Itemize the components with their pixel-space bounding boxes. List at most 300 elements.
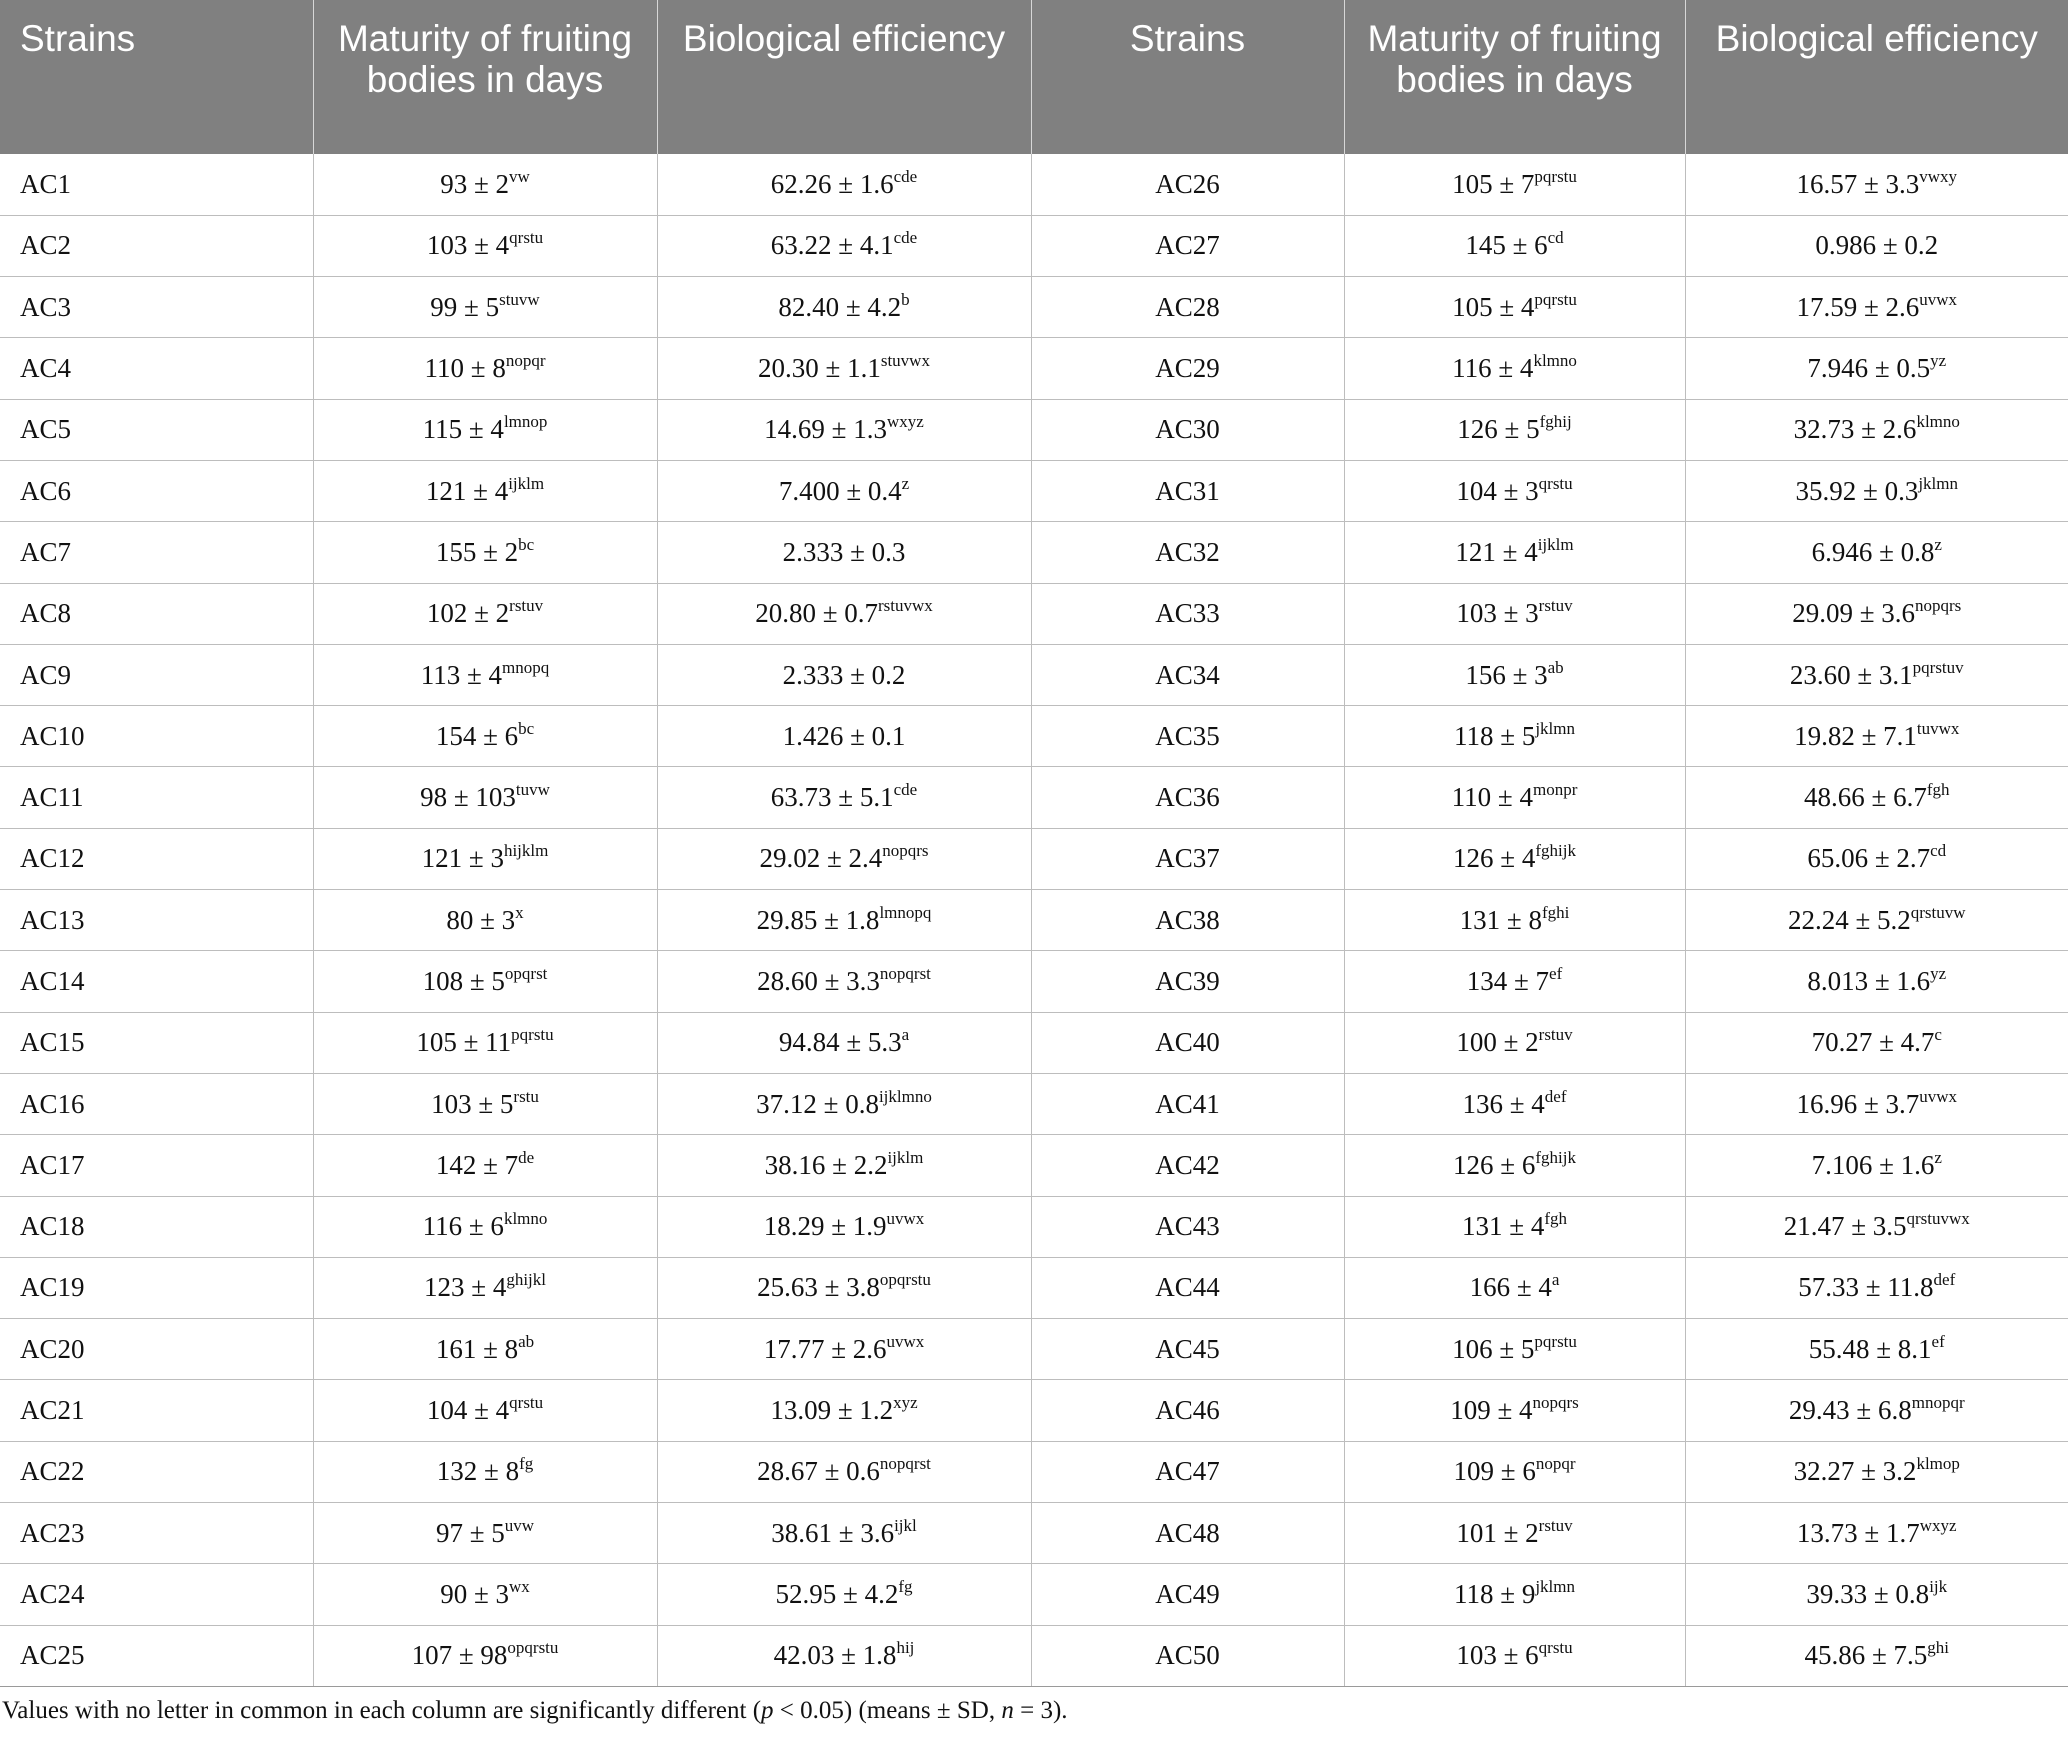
cell-value: 110 ± 8 — [424, 353, 506, 384]
significance-letters: fghij — [1539, 412, 1572, 432]
cell-value: 18.29 ± 1.9 — [763, 1211, 887, 1242]
strain-cell — [1031, 460, 1344, 521]
significance-letters: fgh — [1926, 780, 1950, 800]
strain-cell — [1031, 1319, 1344, 1380]
cell-value: AC26 — [1155, 168, 1220, 199]
table-row — [0, 1564, 2068, 1625]
cell-value: 29.02 ± 2.4 — [759, 843, 883, 874]
maturity-cell — [1344, 583, 1685, 644]
efficiency-cell — [657, 1625, 1031, 1686]
efficiency-cell — [1685, 1441, 2068, 1502]
cell-value: AC2 — [20, 230, 72, 261]
cell-value: 98 ± 103 — [420, 782, 516, 813]
maturity-cell — [1344, 1503, 1685, 1564]
significance-letters: def — [1933, 1270, 1956, 1290]
significance-letters: wx — [509, 1576, 530, 1596]
significance-letters: ijklm — [887, 1147, 924, 1167]
efficiency-cell — [657, 644, 1031, 705]
efficiency-cell — [657, 1564, 1031, 1625]
significance-letters: fg — [519, 1454, 534, 1474]
cell-value: 116 ± 6 — [422, 1211, 504, 1242]
efficiency-cell — [1685, 1319, 2068, 1380]
significance-letters: rstu — [513, 1086, 539, 1106]
efficiency-cell — [657, 399, 1031, 460]
efficiency-cell — [1685, 706, 2068, 767]
table-row — [0, 522, 2068, 583]
cell-value: 80 ± 3 — [446, 904, 516, 935]
maturity-cell — [1344, 522, 1685, 583]
maturity-cell — [313, 890, 657, 951]
cell-value: 107 ± 98 — [411, 1640, 508, 1671]
strain-cell — [0, 644, 313, 705]
cell-value: 105 ± 11 — [416, 1027, 512, 1058]
table-row — [0, 1257, 2068, 1318]
cell-value: AC48 — [1155, 1517, 1220, 1548]
strain-cell — [1031, 706, 1344, 767]
significance-letters: qrstu — [509, 228, 544, 248]
cell-value: 142 ± 7 — [435, 1149, 519, 1180]
efficiency-cell — [657, 1380, 1031, 1441]
cell-value: 154 ± 6 — [435, 720, 519, 751]
significance-letters: qrstu — [1538, 1638, 1573, 1658]
significance-letters: jklmn — [1535, 1576, 1575, 1596]
cell-value: AC44 — [1155, 1272, 1220, 1303]
table-row — [0, 644, 2068, 705]
header-row — [0, 0, 2068, 154]
cell-value: 156 ± 3 — [1465, 659, 1548, 690]
strain-cell — [0, 1073, 313, 1134]
significance-letters: stuvwx — [880, 351, 930, 371]
strain-cell — [0, 154, 313, 215]
cell-value: 32.73 ± 2.6 — [1793, 414, 1917, 445]
footnote-text: < 0.05) (means ± SD, — [773, 1696, 1002, 1724]
significance-letters: fghijk — [1535, 841, 1576, 861]
cell-value: AC32 — [1155, 536, 1220, 567]
cell-value: 32.27 ± 3.2 — [1793, 1456, 1917, 1487]
cell-value: 115 ± 4 — [422, 414, 504, 445]
maturity-cell — [313, 277, 657, 338]
significance-letters: rstuv — [509, 596, 544, 616]
cell-value: 55.48 ± 8.1 — [1808, 1333, 1932, 1364]
maturity-cell — [1344, 828, 1685, 889]
significance-letters: z — [1934, 534, 1942, 554]
significance-letters: cd — [1547, 228, 1564, 248]
efficiency-cell — [657, 1135, 1031, 1196]
significance-letters: fghi — [1541, 902, 1570, 922]
cell-value: 1.426 ± 0.1 — [782, 720, 906, 751]
maturity-cell — [1344, 1196, 1685, 1257]
efficiency-cell — [657, 583, 1031, 644]
significance-letters: uvwx — [886, 1209, 925, 1229]
efficiency-cell — [657, 1503, 1031, 1564]
table-row — [0, 1135, 2068, 1196]
significance-letters: ef — [1549, 964, 1563, 983]
efficiency-cell — [1685, 890, 2068, 951]
cell-value: 126 ± 4 — [1453, 843, 1536, 874]
efficiency-cell — [657, 338, 1031, 399]
maturity-cell — [313, 1012, 657, 1073]
header-strains: Strains — [1031, 0, 1344, 154]
strain-cell — [1031, 1257, 1344, 1318]
significance-letters: qrstuvwx — [1906, 1209, 1970, 1229]
strain-cell — [1031, 522, 1344, 583]
cell-value: 21.47 ± 3.5 — [1783, 1211, 1907, 1242]
cell-value: AC3 — [20, 291, 72, 322]
efficiency-cell — [657, 154, 1031, 215]
strain-cell — [0, 215, 313, 276]
significance-letters: mnopqr — [1911, 1393, 1965, 1413]
maturity-cell — [313, 1257, 657, 1318]
cell-value: 28.60 ± 3.3 — [757, 966, 880, 996]
significance-letters: ef — [1931, 1331, 1945, 1351]
cell-value: 94.84 ± 5.3 — [778, 1027, 902, 1058]
significance-letters: stuvw — [499, 289, 540, 309]
strain-cell — [0, 890, 313, 951]
table-row — [0, 706, 2068, 767]
significance-letters: rstuv — [1538, 1515, 1573, 1535]
cell-value: 123 ± 4 — [424, 1272, 507, 1303]
table-row — [0, 1073, 2068, 1134]
cell-value: AC4 — [20, 353, 72, 384]
cell-value: AC23 — [20, 1517, 85, 1548]
cell-value: 82.40 ± 4.2 — [778, 291, 902, 322]
efficiency-cell — [657, 1441, 1031, 1502]
significance-letters: b — [901, 289, 910, 309]
significance-letters: yz — [1930, 351, 1947, 371]
cell-value: 118 ± 9 — [1454, 1578, 1536, 1609]
maturity-cell — [1344, 399, 1685, 460]
cell-value: AC42 — [1155, 1149, 1220, 1180]
significance-letters: rstuv — [1538, 1025, 1573, 1045]
cell-value: 104 ± 4 — [426, 1395, 510, 1426]
efficiency-cell — [657, 1196, 1031, 1257]
strain-cell — [1031, 215, 1344, 276]
maturity-cell — [1344, 1135, 1685, 1196]
cell-value: 116 ± 4 — [1452, 353, 1534, 384]
significance-letters: lmnopq — [879, 902, 932, 922]
footnote-p-variable: p — [761, 1696, 774, 1724]
strain-cell — [0, 1625, 313, 1686]
strain-cell — [1031, 644, 1344, 705]
cell-value: 132 ± 8 — [436, 1456, 520, 1487]
cell-value: 37.12 ± 0.8 — [756, 1088, 879, 1119]
efficiency-cell — [657, 1073, 1031, 1134]
efficiency-cell — [1685, 1564, 2068, 1625]
maturity-cell — [313, 1073, 657, 1134]
strain-cell — [1031, 399, 1344, 460]
cell-value: 25.63 ± 3.8 — [757, 1272, 880, 1303]
significance-letters: nopqrs — [1915, 596, 1962, 616]
efficiency-cell — [1685, 1380, 2068, 1441]
efficiency-cell — [657, 828, 1031, 889]
header-biological-efficiency: Biological efficiency — [1685, 0, 2068, 154]
cell-value: 20.80 ± 0.7 — [755, 598, 879, 629]
strain-cell — [1031, 890, 1344, 951]
maturity-cell — [313, 338, 657, 399]
maturity-cell — [313, 706, 657, 767]
significance-letters: pqrstu — [1534, 1331, 1577, 1351]
efficiency-cell — [657, 1012, 1031, 1073]
significance-letters: pqrstu — [511, 1025, 554, 1045]
efficiency-cell — [1685, 828, 2068, 889]
cell-value: 2.333 ± 0.2 — [782, 659, 906, 690]
significance-letters: a — [1551, 1270, 1560, 1290]
significance-letters: uvwx — [886, 1331, 925, 1351]
strain-cell — [0, 1441, 313, 1502]
cell-value: 70.27 ± 4.7 — [1811, 1027, 1935, 1058]
maturity-cell — [313, 460, 657, 521]
cell-value: 134 ± 7 — [1466, 966, 1550, 996]
strain-cell — [1031, 1441, 1344, 1502]
significance-letters: vwxy — [1919, 166, 1958, 186]
significance-letters: nopqr — [505, 351, 546, 371]
strain-cell — [1031, 1135, 1344, 1196]
significance-letters: jklmn — [1918, 473, 1958, 493]
cell-value: AC10 — [20, 720, 85, 751]
cell-value: 105 ± 4 — [1452, 291, 1535, 322]
table-footnote — [0, 1687, 2068, 1725]
efficiency-cell — [657, 277, 1031, 338]
cell-value: 13.73 ± 1.7 — [1796, 1517, 1920, 1548]
cell-value: AC35 — [1155, 720, 1220, 751]
cell-value: 29.09 ± 3.6 — [1792, 598, 1916, 629]
efficiency-cell — [657, 522, 1031, 583]
significance-letters: bc — [518, 718, 535, 738]
strain-cell — [1031, 154, 1344, 215]
cell-value: 121 ± 4 — [425, 475, 509, 506]
significance-letters: mnopq — [502, 657, 550, 677]
cell-value: 65.06 ± 2.7 — [1807, 843, 1931, 874]
maturity-cell — [1344, 1257, 1685, 1318]
cell-value: AC40 — [1155, 1027, 1220, 1058]
cell-value: 45.86 ± 7.5 — [1804, 1640, 1928, 1671]
cell-value: 136 ± 4 — [1462, 1088, 1545, 1119]
table-row — [0, 215, 2068, 276]
strain-cell — [0, 767, 313, 828]
significance-letters: fgh — [1544, 1209, 1567, 1229]
cell-value: 121 ± 4 — [1455, 536, 1538, 567]
cell-value: 2.333 ± 0.3 — [782, 536, 906, 567]
table-body — [0, 154, 2068, 1686]
significance-letters: ab — [518, 1331, 535, 1351]
cell-value: AC43 — [1155, 1211, 1220, 1242]
cell-value: 99 ± 5 — [430, 291, 500, 322]
efficiency-cell — [1685, 1196, 2068, 1257]
significance-letters: ghijkl — [506, 1270, 546, 1290]
cell-value: 105 ± 7 — [1452, 168, 1535, 199]
cell-value: 62.26 ± 1.6 — [770, 168, 894, 199]
cell-value: 20.30 ± 1.1 — [758, 353, 881, 384]
cell-value: 38.16 ± 2.2 — [764, 1149, 888, 1180]
cell-value: 19.82 ± 7.1 — [1794, 720, 1917, 751]
strain-cell — [1031, 583, 1344, 644]
cell-value: 101 ± 2 — [1456, 1517, 1539, 1548]
efficiency-cell — [1685, 644, 2068, 705]
efficiency-cell — [657, 1319, 1031, 1380]
table-row — [0, 767, 2068, 828]
significance-letters: fghijk — [1535, 1147, 1576, 1167]
efficiency-cell — [1685, 460, 2068, 521]
cell-value: 126 ± 6 — [1453, 1149, 1536, 1180]
cell-value: 108 ± 5 — [422, 966, 505, 996]
significance-letters: tuvw — [515, 780, 550, 800]
significance-letters: z — [901, 473, 910, 493]
significance-letters: qrstu — [1538, 473, 1573, 493]
cell-value: 63.73 ± 5.1 — [770, 782, 894, 813]
cell-value: AC34 — [1155, 659, 1220, 690]
cell-value: AC15 — [20, 1027, 85, 1058]
significance-letters: z — [1934, 1147, 1942, 1167]
header-strains: Strains — [0, 0, 313, 154]
cell-value: 110 ± 4 — [1451, 782, 1533, 813]
maturity-cell — [313, 1135, 657, 1196]
table-row — [0, 460, 2068, 521]
strain-cell — [1031, 1380, 1344, 1441]
cell-value: AC20 — [20, 1333, 85, 1364]
cell-value: 52.95 ± 4.2 — [775, 1578, 899, 1609]
maturity-cell — [1344, 215, 1685, 276]
cell-value: AC28 — [1155, 291, 1220, 322]
significance-letters: bc — [518, 534, 535, 554]
efficiency-cell — [1685, 1012, 2068, 1073]
cell-value: 29.85 ± 1.8 — [756, 904, 880, 935]
significance-letters: ijkl — [894, 1515, 917, 1535]
significance-letters: uvwx — [1919, 289, 1958, 309]
table-row — [0, 277, 2068, 338]
significance-letters: cde — [893, 228, 918, 248]
maturity-cell — [313, 644, 657, 705]
efficiency-cell — [1685, 277, 2068, 338]
cell-value: AC37 — [1155, 843, 1220, 874]
efficiency-cell — [657, 460, 1031, 521]
significance-letters: de — [518, 1147, 535, 1167]
efficiency-cell — [1685, 1073, 2068, 1134]
efficiency-cell — [1685, 154, 2068, 215]
efficiency-cell — [657, 767, 1031, 828]
significance-letters: opqrstu — [507, 1638, 559, 1658]
cell-value: AC1 — [20, 168, 72, 199]
maturity-cell — [1344, 1380, 1685, 1441]
strain-cell — [0, 1319, 313, 1380]
significance-letters: ijklmno — [878, 1086, 932, 1106]
cell-value: 13.09 ± 1.2 — [770, 1395, 894, 1426]
cell-value: 103 ± 6 — [1456, 1640, 1539, 1671]
cell-value: 17.77 ± 2.6 — [763, 1333, 887, 1364]
cell-value: 103 ± 3 — [1456, 598, 1539, 629]
cell-value: 109 ± 6 — [1453, 1456, 1536, 1487]
significance-letters: fg — [898, 1576, 913, 1596]
maturity-cell — [1344, 338, 1685, 399]
strain-cell — [0, 1503, 313, 1564]
cell-value: 63.22 ± 4.1 — [770, 230, 894, 261]
significance-letters: uvw — [504, 1515, 535, 1535]
strain-cell — [1031, 1196, 1344, 1257]
cell-value: AC6 — [20, 475, 72, 506]
table-row — [0, 890, 2068, 951]
strain-cell — [1031, 338, 1344, 399]
strain-cell — [0, 1135, 313, 1196]
cell-value: 39.33 ± 0.8 — [1806, 1578, 1930, 1609]
significance-letters: ijklm — [508, 473, 545, 493]
cell-value: 7.400 ± 0.4 — [778, 475, 902, 506]
strain-cell — [0, 338, 313, 399]
significance-letters: cd — [1930, 841, 1947, 861]
significance-letters: monpr — [1532, 780, 1578, 800]
maturity-cell — [1344, 767, 1685, 828]
cell-value: AC7 — [20, 536, 72, 567]
significance-letters: ijk — [1929, 1576, 1948, 1596]
cell-value: 22.24 ± 5.2 — [1787, 904, 1911, 935]
significance-letters: tuvwx — [1916, 718, 1960, 738]
strain-cell — [1031, 277, 1344, 338]
cell-value: AC31 — [1155, 475, 1220, 506]
significance-letters: nopqr — [1535, 1454, 1576, 1474]
significance-letters: nopqrst — [879, 1454, 931, 1474]
maturity-cell — [1344, 644, 1685, 705]
cell-value: 16.57 ± 3.3 — [1796, 168, 1920, 199]
strain-cell — [1031, 1012, 1344, 1073]
strain-cell — [1031, 828, 1344, 889]
cell-value: 118 ± 5 — [1454, 720, 1536, 751]
efficiency-cell — [657, 215, 1031, 276]
cell-value: 8.013 ± 1.6 — [1807, 966, 1931, 996]
cell-value: AC36 — [1155, 782, 1220, 813]
significance-letters: rstuvwx — [878, 596, 933, 616]
significance-letters: opqrstu — [879, 1270, 931, 1290]
cell-value: 90 ± 3 — [440, 1578, 510, 1609]
table-row — [0, 583, 2068, 644]
header-maturity: Maturity of fruiting bodies in days — [313, 0, 657, 154]
strain-cell — [1031, 1073, 1344, 1134]
cell-value: AC8 — [20, 598, 72, 629]
cell-value: AC9 — [20, 659, 72, 690]
cell-value: AC27 — [1155, 230, 1220, 261]
significance-letters: jklmn — [1535, 718, 1575, 738]
maturity-cell — [1344, 1625, 1685, 1686]
cell-value: 161 ± 8 — [435, 1333, 519, 1364]
table-row — [0, 399, 2068, 460]
cell-value: 17.59 ± 2.6 — [1796, 291, 1920, 322]
efficiency-cell — [1685, 951, 2068, 1012]
efficiency-cell — [1685, 1257, 2068, 1318]
maturity-cell — [1344, 1012, 1685, 1073]
significance-letters: ijklm — [1537, 534, 1574, 554]
efficiency-cell — [657, 1257, 1031, 1318]
maturity-cell — [313, 583, 657, 644]
efficiency-cell — [1685, 583, 2068, 644]
cell-value: 126 ± 5 — [1457, 414, 1540, 445]
strain-cell — [0, 1012, 313, 1073]
maturity-cell — [313, 399, 657, 460]
footnote-n-variable: n — [1001, 1696, 1014, 1724]
cell-value: AC47 — [1155, 1456, 1220, 1487]
significance-letters: nopqrs — [1532, 1393, 1579, 1413]
cell-value: 42.03 ± 1.8 — [773, 1640, 897, 1671]
cell-value: 145 ± 6 — [1465, 230, 1548, 261]
maturity-cell — [313, 1564, 657, 1625]
table-row — [0, 338, 2068, 399]
cell-value: 0.986 ± 0.2 — [1815, 230, 1939, 261]
table-row — [0, 1441, 2068, 1502]
maturity-cell — [1344, 890, 1685, 951]
maturity-cell — [1344, 706, 1685, 767]
table-row — [0, 1012, 2068, 1073]
cell-value: AC41 — [1155, 1088, 1220, 1119]
strain-cell — [0, 460, 313, 521]
cell-value: AC50 — [1155, 1640, 1220, 1671]
maturity-cell — [1344, 951, 1685, 1012]
maturity-cell — [313, 1380, 657, 1441]
